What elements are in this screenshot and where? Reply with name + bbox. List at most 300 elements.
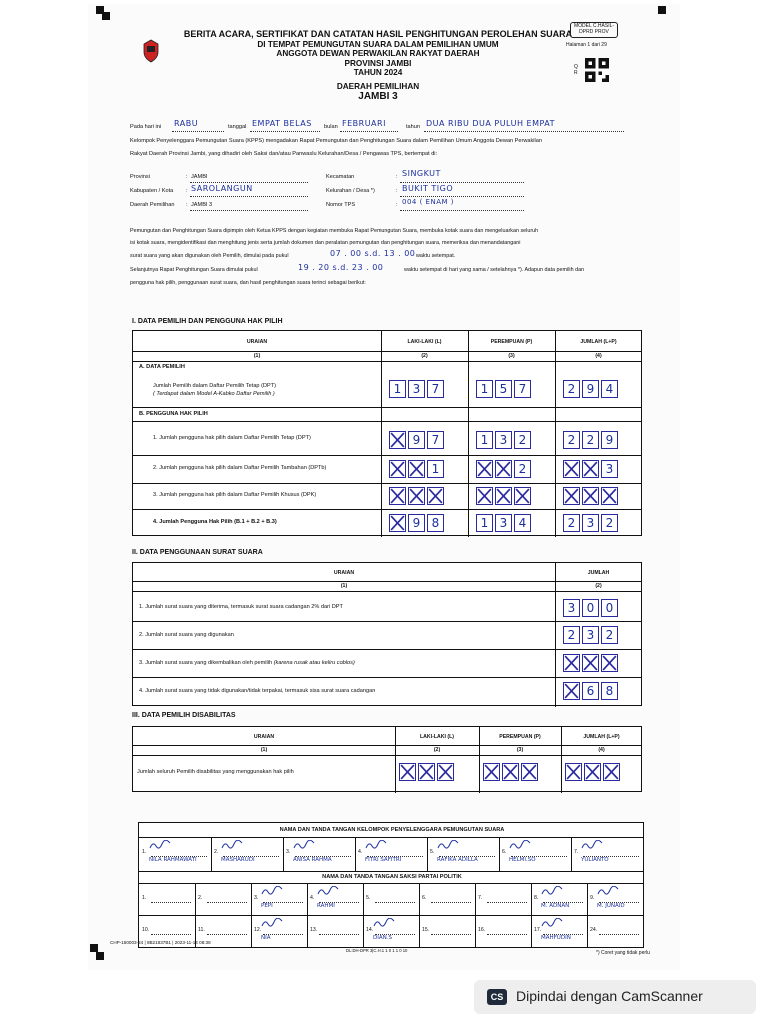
- provinsi-value: JAMBI: [191, 174, 208, 180]
- signature-number: 17.: [534, 927, 542, 933]
- s1-header-laki: LAKI-LAKI (L): [407, 339, 442, 345]
- grid-line: [195, 883, 196, 915]
- grid-line: [133, 421, 641, 422]
- cross-mark-icon: [515, 488, 530, 504]
- signatory-name: RAHMI: [317, 903, 335, 909]
- signature-number: 7.: [478, 895, 483, 901]
- cross-mark-icon: [390, 515, 405, 531]
- digit-box: 0: [582, 599, 599, 617]
- grid-line: [587, 915, 588, 947]
- digit-box: 2: [601, 514, 618, 532]
- signatory-name: HELMI.SO: [509, 857, 536, 863]
- fill-line: [599, 934, 639, 935]
- digit-box: 6: [582, 682, 599, 700]
- s1-r4-laki: [389, 514, 444, 532]
- start-time: 07 . 00 s.d. 13 . 00: [330, 249, 416, 258]
- provinsi-label: Provinsi: [130, 174, 150, 180]
- signature-number: 5.: [366, 895, 371, 901]
- fill-line: [151, 902, 191, 903]
- signature-scribble: [149, 840, 171, 853]
- signature-icon: [437, 840, 459, 850]
- signature-scribble: [373, 918, 395, 931]
- cross-mark-icon: [566, 764, 581, 780]
- s1-num-4: (4): [595, 353, 602, 359]
- kecamatan-label: Kecamatan: [326, 174, 355, 180]
- grid-line: [587, 883, 588, 915]
- s1-r3-laki: [389, 487, 444, 505]
- intro-tanggal: EMPAT BELAS: [252, 119, 312, 128]
- s1-header-perempuan: PEREMPUAN (P): [490, 339, 533, 345]
- signature-scribble: [509, 840, 531, 853]
- intro-tahun: DUA RIBU DUA PULUH EMPAT: [426, 119, 556, 128]
- signature-icon: [373, 918, 395, 928]
- digit-box: 2: [563, 514, 580, 532]
- s1-r1-jumlah: [563, 431, 618, 449]
- colon: :: [186, 174, 188, 180]
- dpt-jumlah-digits: [563, 380, 618, 398]
- digit-box-crossed: [389, 460, 406, 478]
- cross-mark-icon: [484, 764, 499, 780]
- document-page: [88, 4, 680, 970]
- kecamatan-value: SINGKUT: [402, 169, 441, 178]
- grid-line: [427, 837, 428, 871]
- grid-line: [133, 677, 641, 678]
- cross-mark-icon: [496, 461, 511, 477]
- footer-code-mid: DL:DH-DPR 3|C.H.1 1 0 1 1 0 10: [346, 948, 408, 953]
- cross-mark-icon: [585, 764, 600, 780]
- kabupaten-label: Kabupaten / Kota: [130, 188, 174, 194]
- digit-box-crossed: [408, 460, 425, 478]
- s1-num-2: (2): [421, 353, 428, 359]
- section-2-title: II. DATA PENGGUNAAN SURAT SUARA: [132, 549, 263, 556]
- kpps-title: NAMA DAN TANDA TANGAN KELOMPOK PENYELENGGARA PEMUNGUTAN SUARA: [279, 827, 505, 833]
- daerah-value: JAMBI 3: [358, 90, 398, 102]
- cross-mark-icon: [583, 461, 598, 477]
- section-1-title: I. DATA PEMILIH DAN PENGGUNA HAK PILIH: [132, 318, 283, 325]
- s2-row-4-label: 4. Jumlah surat suara yang tidak digunakan/tidak terpakai, termasuk sisa surat suara cadangan: [139, 688, 376, 694]
- intro-tahun-label: tahun: [406, 124, 420, 130]
- s2-r1-jumlah: [563, 599, 618, 617]
- fill-line: [207, 934, 247, 935]
- grid-line: [139, 871, 643, 872]
- signatory-name: M. ADNAN: [541, 903, 570, 909]
- corner-mark: [90, 944, 98, 952]
- s3-jumlah: [565, 763, 620, 781]
- grid-line: [133, 621, 641, 622]
- grid-line: [133, 591, 641, 592]
- section-2-table: [132, 562, 642, 706]
- digit-box: 9: [408, 431, 425, 449]
- digit-box-crossed: [389, 487, 406, 505]
- intro-bulan: FEBRUARI: [342, 119, 386, 128]
- digit-box-crossed: [563, 682, 580, 700]
- dpt-perempuan-digits: [476, 380, 531, 398]
- document-header: [183, 30, 573, 101]
- colon: :: [396, 188, 398, 194]
- digit-box: 8: [427, 514, 444, 532]
- grid-line: [133, 407, 641, 408]
- fill-line: [151, 934, 191, 935]
- signature-number: 6.: [422, 895, 427, 901]
- fill-line: [431, 902, 471, 903]
- grid-line: [531, 883, 532, 915]
- camscanner-watermark: [474, 980, 756, 1014]
- kpu-logo-icon: [141, 38, 161, 64]
- signature-number: 8.: [534, 895, 539, 901]
- grid-line: [133, 581, 641, 582]
- grid-line: [419, 883, 420, 915]
- fill-line: [487, 934, 527, 935]
- para-line-5: pengguna hak pilih, penggunaan surat suara, dan hasil penghitungan suara terinci sebagai berikut:: [130, 280, 366, 286]
- fill-line: [319, 934, 359, 935]
- fill-line: [424, 131, 624, 132]
- signatory-name: M. JUNAID: [597, 903, 625, 909]
- signature-icon: [221, 840, 243, 850]
- s2-row-3-text: 3. Jumlah surat suara yang dikembalikan oleh pemilih: [139, 660, 273, 666]
- digit-box-crossed: [563, 487, 580, 505]
- signature-number: 13.: [310, 927, 318, 933]
- digit-box-crossed: [389, 514, 406, 532]
- grid-line: [475, 915, 476, 947]
- grid-line: [211, 837, 212, 871]
- cross-mark-icon: [583, 488, 598, 504]
- signature-icon: [509, 840, 531, 850]
- signature-scribble: [541, 886, 563, 899]
- grid-line: [133, 455, 641, 456]
- section-1-table: [132, 330, 642, 536]
- digit-box: 7: [427, 431, 444, 449]
- s2-row-3-label: [139, 660, 355, 666]
- signature-number: 4.: [358, 849, 363, 855]
- s1-num-1: (1): [253, 353, 261, 359]
- form-code-badge: MODEL C.HASIL-DPRD PROV: [570, 22, 618, 38]
- digit-box-crossed: [601, 487, 618, 505]
- cross-mark-icon: [564, 461, 579, 477]
- kelurahan-value: BUKIT TIGO: [402, 184, 454, 193]
- digit-box-crossed: [427, 487, 444, 505]
- fill-line: [400, 210, 524, 211]
- grid-line: [307, 883, 308, 915]
- signature-number: 5.: [430, 849, 435, 855]
- digit-box: 2: [563, 626, 580, 644]
- digit-box: 1: [476, 514, 493, 532]
- intro-bulan-label: bulan: [324, 124, 338, 130]
- signature-number: 3.: [254, 895, 259, 901]
- digit-box: 2: [514, 431, 531, 449]
- cross-mark-icon: [438, 764, 453, 780]
- corner-mark: [658, 6, 666, 14]
- grid-line: [531, 915, 532, 947]
- s2-row-1-label: 1. Jumlah surat suara yang diterima, termasuk surat suara cadangan 2% dari DPT: [139, 604, 343, 610]
- s1-r2-perempuan: [476, 460, 531, 478]
- colon: :: [186, 188, 188, 194]
- signature-icon: [317, 886, 339, 896]
- signatory-name: DIAN.S: [373, 935, 392, 941]
- digit-box: 3: [582, 626, 599, 644]
- grid-line: [133, 745, 641, 746]
- signatory-name: YULIANTO: [581, 857, 609, 863]
- digit-box: 9: [601, 431, 618, 449]
- intro-hari: RABU: [174, 119, 199, 128]
- dapil-value: JAMBI 3: [191, 202, 213, 208]
- signature-number: 11.: [198, 927, 205, 933]
- grid-line: [251, 915, 252, 947]
- digit-box-crossed: [601, 654, 618, 672]
- signatory-name: NILA RAHMAWATI: [149, 857, 197, 863]
- fill-line: [431, 934, 471, 935]
- s2-r4-jumlah: [563, 682, 618, 700]
- s1-r4-jumlah: [563, 514, 618, 532]
- digit-box: 1: [427, 460, 444, 478]
- digit-box: 3: [495, 431, 512, 449]
- digit-box-crossed: [563, 654, 580, 672]
- cross-mark-icon: [400, 764, 415, 780]
- grid-line: [251, 883, 252, 915]
- saksi-title: NAMA DAN TANDA TANGAN SAKSI PARTAI POLITIK: [322, 874, 462, 880]
- dpt-label: Jumlah Pemilih dalam Daftar Pemilih Tetap (DPT): [153, 383, 277, 389]
- digit-box: 3: [563, 599, 580, 617]
- digit-box-crossed: [502, 763, 519, 781]
- digit-box-crossed: [521, 763, 538, 781]
- digit-box: 3: [495, 514, 512, 532]
- fill-line: [207, 902, 247, 903]
- signature-icon: [541, 918, 563, 928]
- digit-box-crossed: [603, 763, 620, 781]
- digit-box-crossed: [495, 487, 512, 505]
- s1-r4-perempuan: [476, 514, 531, 532]
- signature-icon: [541, 886, 563, 896]
- signature-number: 6.: [502, 849, 507, 855]
- signature-number: 2.: [214, 849, 219, 855]
- s2-num-2: (2): [595, 583, 602, 589]
- para-line-4a: Selanjutnya Rapat Penghitungan Suara dimulai pukul: [130, 267, 258, 273]
- digit-box: 0: [601, 599, 618, 617]
- s1-r1-laki: [389, 431, 444, 449]
- grid-line: [133, 755, 641, 756]
- section-3-table: [132, 726, 642, 792]
- s3-header-uraian: URAIAN: [253, 734, 275, 740]
- signature-scribble: [221, 840, 243, 853]
- signatory-name: ANISA RAHMA: [293, 857, 332, 863]
- daerah-label: DAERAH PEMILIHAN: [336, 81, 420, 91]
- dpt-laki-digits: [389, 380, 444, 398]
- s2-header-jumlah: JUMLAH: [587, 570, 610, 576]
- signature-number: 12.: [254, 927, 262, 933]
- signature-scribble: [261, 918, 283, 931]
- fill-line: [375, 902, 415, 903]
- signature-icon: [261, 886, 283, 896]
- grid-line: [571, 837, 572, 871]
- digit-box: 3: [582, 514, 599, 532]
- cross-mark-icon: [503, 764, 518, 780]
- signature-icon: [293, 840, 315, 850]
- footnote: *) Coret yang tidak perlu: [596, 950, 650, 956]
- header-line-4: PROVINSI JAMBI: [344, 58, 412, 68]
- s3-header-laki: LAKI-LAKI (L): [420, 734, 454, 740]
- digit-box-crossed: [584, 763, 601, 781]
- camscanner-text: Dipindai dengan CamScanner: [516, 988, 703, 1004]
- s1-r1-perempuan: [476, 431, 531, 449]
- page-counter: Halaman 1 dari 29: [566, 42, 607, 48]
- signature-icon: [149, 840, 171, 850]
- signature-scribble: [261, 886, 283, 899]
- signature-number: 1.: [142, 895, 147, 901]
- digit-box: 2: [514, 460, 531, 478]
- s1-r3-perempuan: [476, 487, 531, 505]
- kabupaten-value: SAROLANGUN: [191, 184, 253, 193]
- s2-header-uraian: URAIAN: [333, 570, 355, 576]
- cross-mark-icon: [602, 655, 617, 671]
- grid-line: [355, 837, 356, 871]
- signatory-name: NIA: [261, 935, 271, 941]
- tps-label: Nomor TPS: [326, 202, 356, 208]
- signature-number: 14.: [366, 927, 374, 933]
- signature-number: 16.: [478, 927, 486, 933]
- cross-mark-icon: [477, 461, 492, 477]
- digit-box-crossed: [437, 763, 454, 781]
- signatory-name: MASHARUDI: [221, 857, 255, 863]
- corner-mark: [96, 952, 104, 960]
- camscanner-logo-icon: CS: [487, 989, 507, 1005]
- digit-box-crossed: [514, 487, 531, 505]
- cross-mark-icon: [564, 683, 579, 699]
- grid-line: [139, 837, 643, 838]
- digit-box: 2: [563, 380, 580, 398]
- intro-line-2: Kelompok Penyelenggara Pemungutan Suara (KPPS) mengadakan Rapat Pemungutan dan Penghitungan Suara dalam Pemilihan Umum Anggota Dewan Perwakilan: [130, 138, 543, 144]
- kelurahan-label: Kelurahan / Desa *): [326, 188, 375, 194]
- cross-mark-icon: [428, 488, 443, 504]
- intro-tanggal-label: tanggal: [228, 124, 247, 130]
- s3-num-1: (1): [260, 747, 268, 753]
- cross-mark-icon: [564, 655, 579, 671]
- digit-box-crossed: [582, 460, 599, 478]
- signature-icon: [581, 840, 603, 850]
- grid-line: [499, 837, 500, 871]
- signature-icon: [261, 918, 283, 928]
- signature-number: 3.: [286, 849, 291, 855]
- signature-scribble: [317, 886, 339, 899]
- s1-num-3: (3): [508, 353, 515, 359]
- signature-number: 4.: [310, 895, 315, 901]
- signatory-name: PEPI: [261, 903, 273, 909]
- corner-mark: [102, 12, 110, 20]
- header-line-3: ANGGOTA DEWAN PERWAKILAN RAKYAT DAERAH: [276, 49, 480, 59]
- cross-mark-icon: [409, 461, 424, 477]
- s3-num-2: (2): [433, 747, 441, 753]
- colon: :: [396, 202, 398, 208]
- signatory-name: MAHFUDIN: [541, 935, 571, 941]
- digit-box: 9: [408, 514, 425, 532]
- s3-num-3: (3): [516, 747, 524, 753]
- fill-line: [250, 131, 320, 132]
- digit-box: 2: [601, 626, 618, 644]
- grid-line: [133, 509, 641, 510]
- cross-mark-icon: [390, 432, 405, 448]
- signature-scribble: [365, 840, 387, 853]
- grid-line: [139, 915, 643, 916]
- fill-line: [400, 182, 524, 183]
- signature-number: 15.: [422, 927, 430, 933]
- s2-row-2-label: 2. Jumlah surat suara yang digunakan: [139, 632, 234, 638]
- signature-number: 24.: [590, 927, 598, 933]
- digit-box: 9: [582, 380, 599, 398]
- grid-line: [133, 483, 641, 484]
- grid-line: [363, 883, 364, 915]
- s1-r2-laki: [389, 460, 444, 478]
- cross-mark-icon: [390, 488, 405, 504]
- digit-box-crossed: [582, 487, 599, 505]
- s1-r3-jumlah: [563, 487, 618, 505]
- signature-scribble: [293, 840, 315, 853]
- s2-row-3-italic: (karena rusak atau keliru coblos): [273, 660, 355, 666]
- digit-box-crossed: [476, 460, 493, 478]
- signature-number: 9.: [590, 895, 595, 901]
- digit-box-crossed: [483, 763, 500, 781]
- para-line-3a: surat suara yang akan digunakan oleh Pemilih, dimulai pada pukul: [130, 253, 289, 259]
- s1-row-1-label: 1. Jumlah pengguna hak pilih dalam Daftar Pemilih Tetap (DPT): [153, 435, 311, 441]
- s1-header-jumlah: JUMLAH (L+P): [580, 339, 617, 345]
- group-a-label: A. DATA PEMILIH: [139, 364, 185, 370]
- header-line-1: BERITA ACARA, SERTIFIKAT DAN CATATAN HASIL PENGHITUNGAN PEROLEHAN SUARA: [183, 29, 573, 39]
- digit-box: 5: [495, 380, 512, 398]
- fill-line: [190, 210, 308, 211]
- s1-row-4-label: 4. Jumlah Pengguna Hak Pilih (B.1 + B.2 + B.3): [153, 519, 277, 525]
- signature-number: 2.: [198, 895, 203, 901]
- header-line-2: DI TEMPAT PEMUNGUTAN SUARA DALAM PEMILIHAN UMUM: [257, 39, 499, 49]
- signature-icon: [597, 886, 619, 896]
- digit-box-crossed: [495, 460, 512, 478]
- digit-box: 8: [601, 682, 618, 700]
- fill-line: [487, 902, 527, 903]
- s3-row-label: Jumlah seluruh Pemilih disabilitas yang menggunakan hak pilih: [137, 769, 294, 775]
- signatory-name: FITRI SAFITRI: [365, 857, 402, 863]
- digit-box: 4: [601, 380, 618, 398]
- digit-box-crossed: [476, 487, 493, 505]
- cross-mark-icon: [604, 764, 619, 780]
- digit-box: 2: [563, 431, 580, 449]
- dapil-label: Daerah Pemilihan: [130, 202, 175, 208]
- digit-box-crossed: [563, 460, 580, 478]
- digit-box-crossed: [582, 654, 599, 672]
- qr-side-text: Q R: [574, 64, 578, 76]
- fill-line: [340, 131, 398, 132]
- grid-line: [419, 915, 420, 947]
- signature-scribble: [597, 886, 619, 899]
- footer-code-left: CHP-150003-24 | 8B21837B1 | 2023-11-14 08:38: [110, 940, 211, 945]
- s1-row-3-label: 3. Jumlah pengguna hak pilih dalam Daftar Pemilih Khusus (DPK): [153, 492, 317, 498]
- colon: :: [396, 174, 398, 180]
- digit-box: 1: [476, 431, 493, 449]
- intro-hari-label: Pada hari ini: [130, 124, 162, 130]
- digit-box: 4: [514, 514, 531, 532]
- digit-box-crossed: [418, 763, 435, 781]
- digit-box-crossed: [565, 763, 582, 781]
- digit-box: 7: [427, 380, 444, 398]
- para-line-1: Pemungutan dan Penghitungan Suara dipimpin oleh Ketua KPPS dengan kegiatan membuka Rapat Pemungutan Suara, membuka kotak suara dan mengeluarkan seluruh: [130, 228, 539, 234]
- grid-line: [283, 837, 284, 871]
- group-b-label: B. PENGGUNA HAK PILIH: [139, 411, 208, 417]
- signature-scribble: [437, 840, 459, 853]
- digit-box: 3: [601, 460, 618, 478]
- grid-line: [139, 883, 643, 884]
- s3-laki: [399, 763, 454, 781]
- s1-r2-jumlah: [563, 460, 618, 478]
- grid-line: [363, 915, 364, 947]
- s3-perempuan: [483, 763, 538, 781]
- count-time: 19 . 20 s.d. 23 . 00: [298, 263, 384, 272]
- signature-table: [138, 822, 644, 948]
- digit-box: 7: [514, 380, 531, 398]
